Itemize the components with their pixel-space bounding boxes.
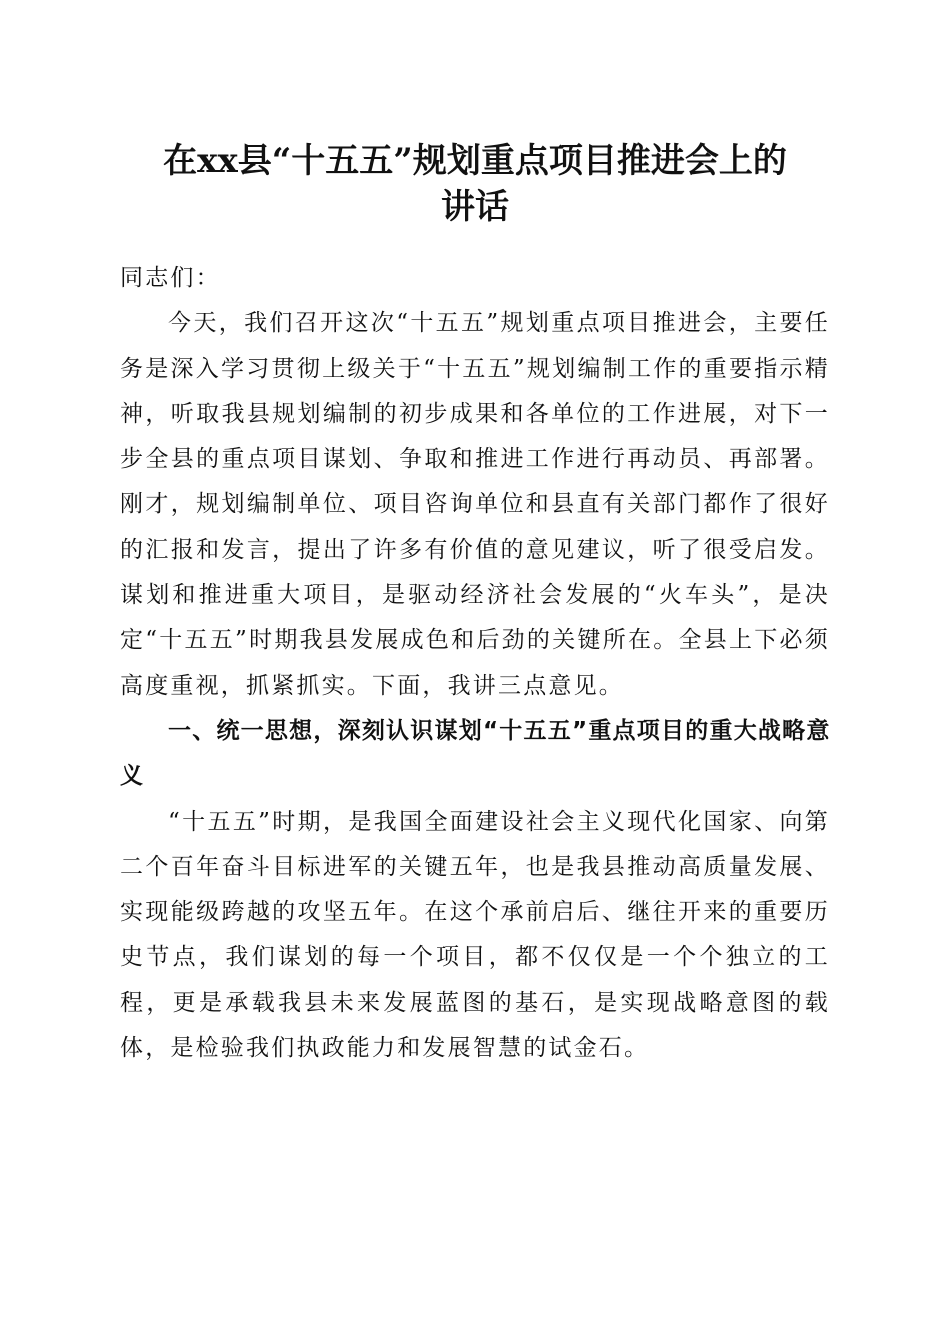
section-heading-1: 一、统一思想，深刻认识谋划“十五五”重点项目的重大战略意义: [120, 717, 830, 790]
document-title: [110, 138, 840, 230]
document-body: [120, 256, 830, 1071]
title-line-2: 讲话: [441, 187, 509, 227]
title-line-1: 在xx县“十五五”规划重点项目推进会上的: [163, 141, 787, 181]
paragraph-intro: 今天，我们召开这次“十五五”规划重点项目推进会，主要任务是深入学习贯彻上级关于“十五五”规划编制工作的重要指示精神，听取我县规划编制的初步成果和各单位的工作进展，对下一步全县的重点项目谋划、争取和推进工作进行再动员、再部署。刚才，规划编制单位、项目咨询单位和县直有关部门都作了很好的汇报和发言，提出了许多有价值的意见建议，听了很受启发。谋划和推进重大项目，是驱动经济社会发展的“火车头”，是决定“十五五”时期我县发展成色和后劲的关键所在。全县上下必须高度重视，抓紧抓实。下面，我讲三点意见。: [120, 310, 830, 699]
salutation: 同志们：: [120, 265, 221, 291]
paragraph-section-1: “十五五”时期，是我国全面建设社会主义现代化国家、向第二个百年奋斗目标进军的关键五年，也是我县推动高质量发展、实现能级跨越的攻坚五年。在这个承前启后、继往开来的重要历史节点，我们谋划的每一个项目，都不仅仅是一个个独立的工程，更是承载我县未来发展蓝图的基石，是实现战略意图的载体，是检验我们执政能力和发展智慧的试金石。: [120, 808, 830, 1062]
